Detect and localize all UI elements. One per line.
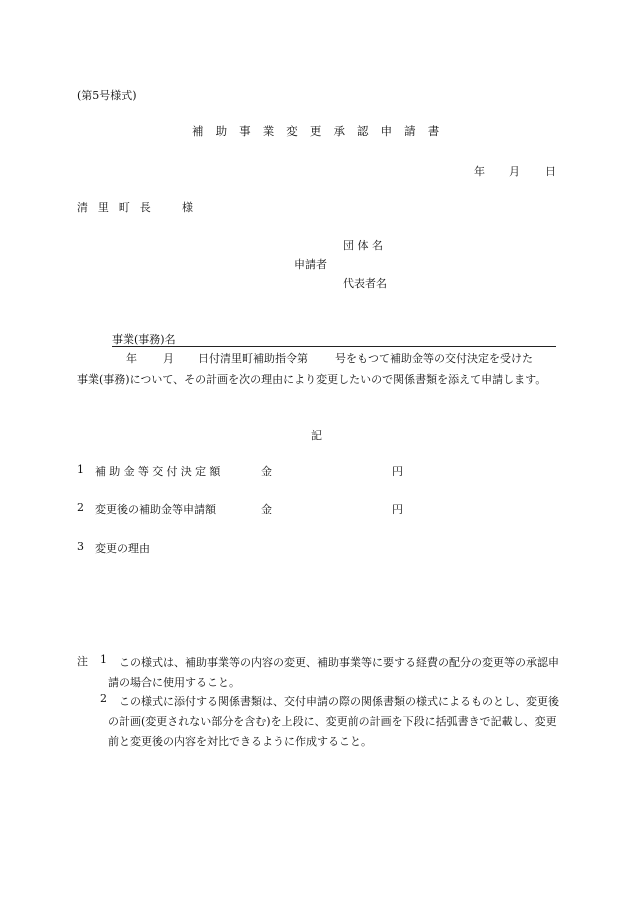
item-label: 変更の理由 <box>95 542 150 555</box>
currency-suffix: 円 <box>392 503 403 516</box>
notes-label: 注 <box>77 655 88 668</box>
document-title: 補助事業変更承認申請書 <box>192 124 452 138</box>
representative-label: 代表者名 <box>343 277 387 290</box>
item-label: 変更後の補助金等申請額 <box>95 503 216 516</box>
currency-prefix: 金 <box>261 503 272 516</box>
body-line1-a: 日付清里町補助指令第 <box>198 352 308 365</box>
addressee-suffix: 様 <box>182 201 193 214</box>
currency-prefix: 金 <box>261 465 272 478</box>
item-label: 補助金等交付決定額 <box>95 465 224 478</box>
group-name-label: 団 体 名 <box>343 239 383 252</box>
note-text: この様式に添付する関係書類は、交付申請の際の関係書類の様式によるものとし、変更後の計画(変更されない部分を含む)を上段に、変更前の計画を下段に括弧書きで記載し、変更前と変更後の内容を対比できるように作成すること。 <box>108 695 559 748</box>
date-month-label: 月 <box>509 165 520 178</box>
note-number: 2 <box>100 692 107 705</box>
date-day-label: 日 <box>545 165 556 178</box>
body-year-label: 年 <box>126 352 137 365</box>
project-name-label: 事業(事務)名 <box>112 333 176 346</box>
body-line1-b: 号をもつて補助金等の交付決定を受けた <box>335 352 533 365</box>
note-text: この様式は、補助事業等の内容の変更、補助事業等に要する経費の配分の変更等の承認申請の場合に使用すること。 <box>108 656 559 689</box>
ki-heading: 記 <box>311 429 322 442</box>
applicant-label: 申請者 <box>294 258 327 271</box>
item-number: 1 <box>77 463 84 476</box>
item-number: 3 <box>77 540 84 553</box>
form-number: (第5号様式) <box>77 89 137 102</box>
body-month-label: 月 <box>163 352 174 365</box>
body-text: 事業(事務)について、その計画を次の理由により変更したいので関係書類を添えて申請します。 <box>77 373 547 386</box>
currency-suffix: 円 <box>392 465 403 478</box>
date-year-label: 年 <box>474 165 485 178</box>
note-number: 1 <box>100 653 107 666</box>
addressee-name: 清里町長 <box>77 201 161 214</box>
item-number: 2 <box>77 501 84 514</box>
project-name-underline <box>112 346 556 347</box>
